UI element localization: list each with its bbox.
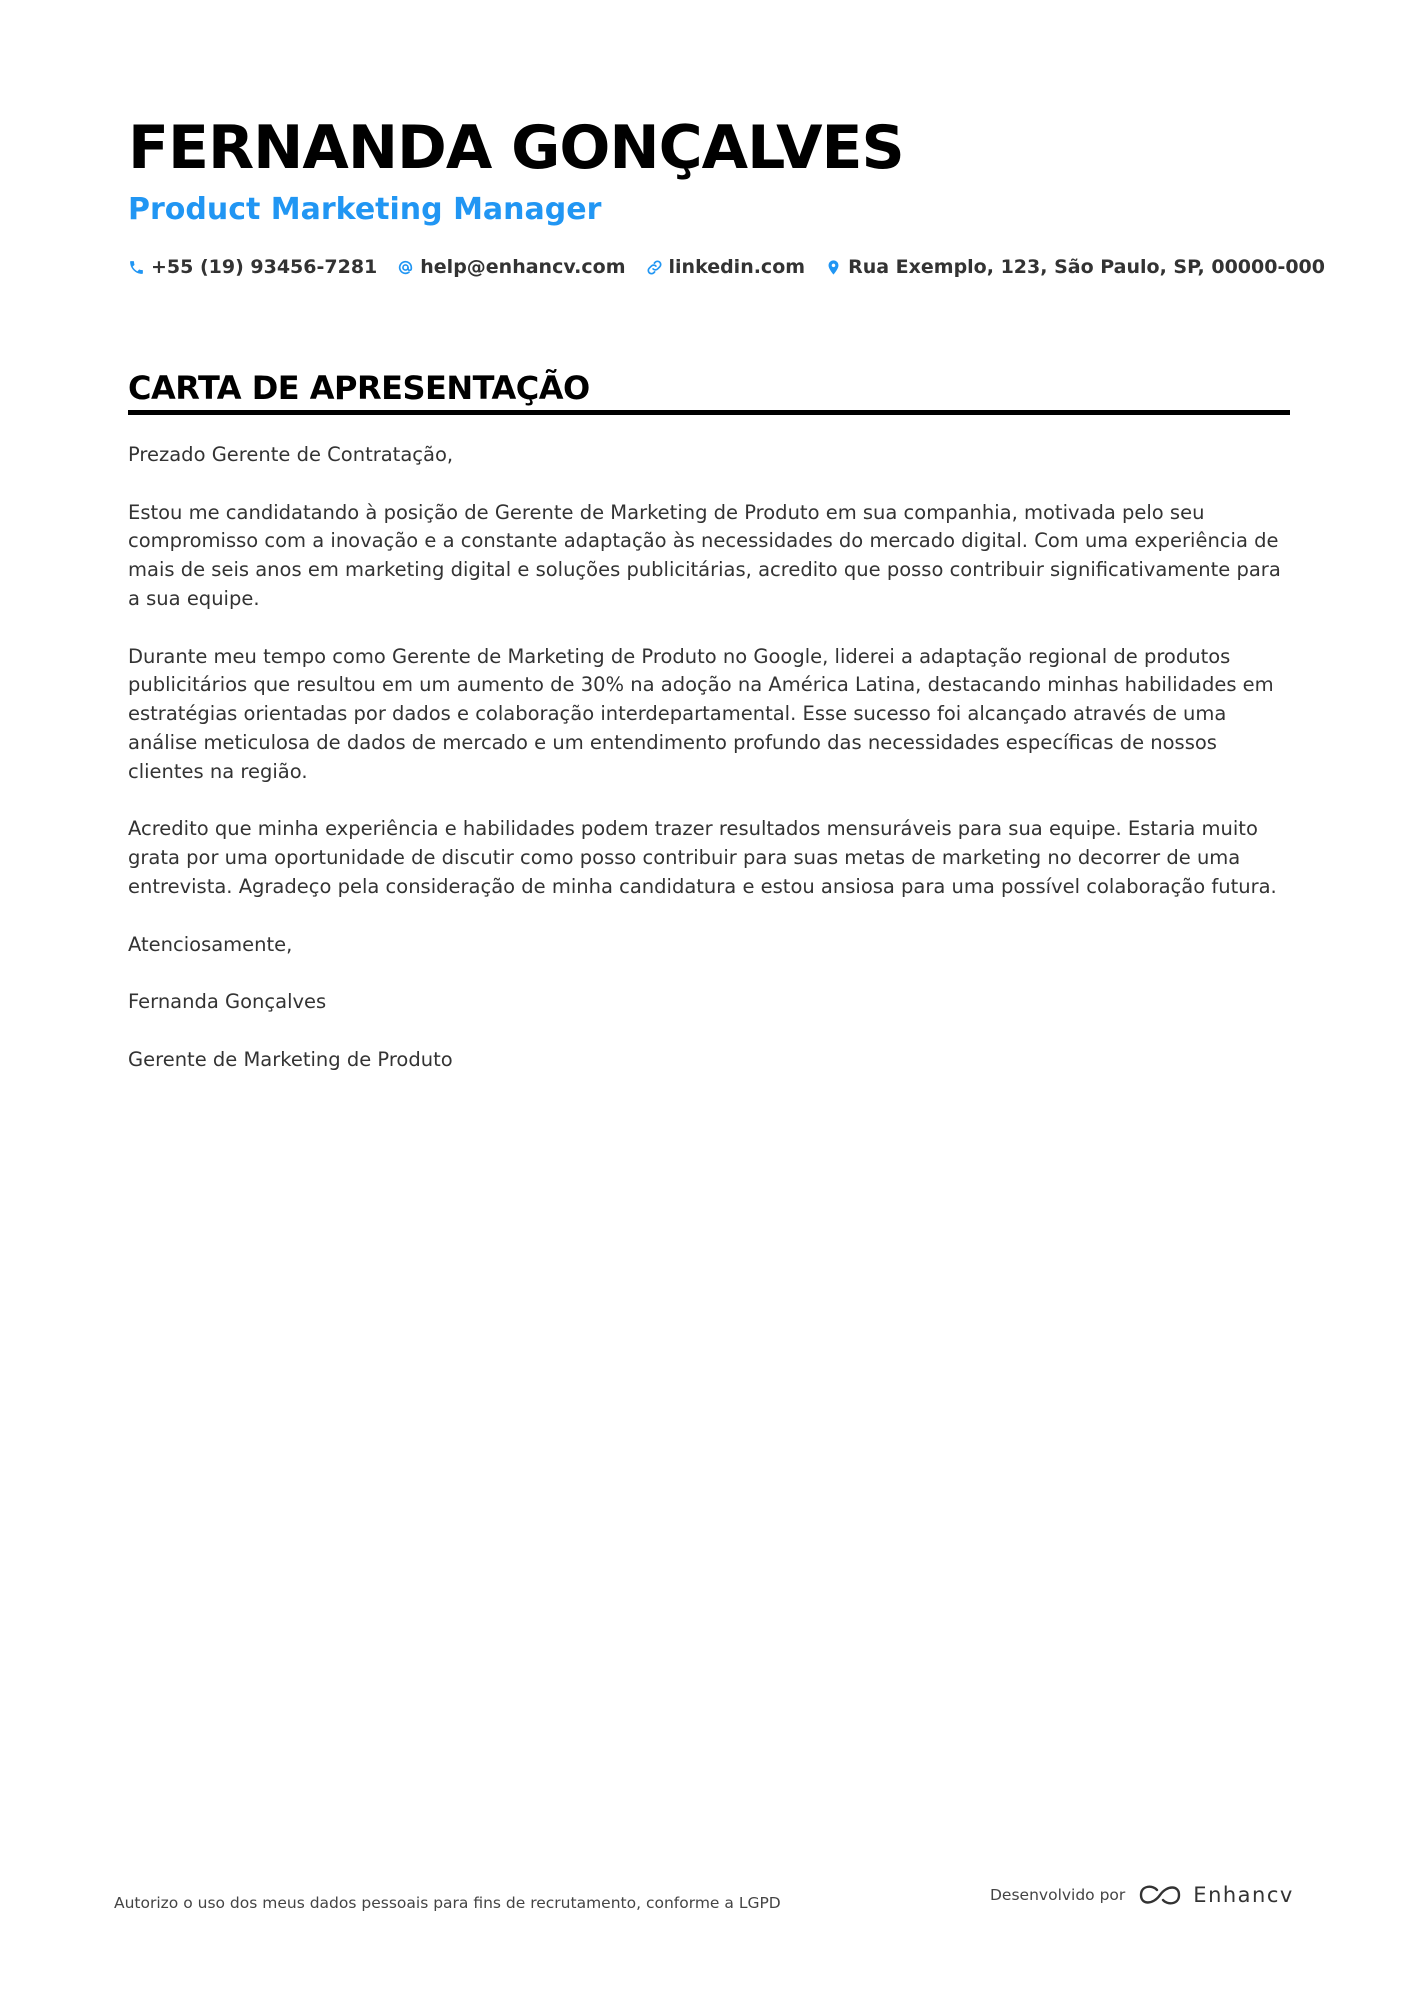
email-text: help@enhancv.com [420,256,626,278]
letter-body [128,441,1290,1103]
location-pin-icon [825,259,842,276]
enhancv-logo-icon [1137,1882,1183,1908]
section-divider [128,410,1290,415]
letter-closing: Atenciosamente, [128,932,293,956]
section-heading: CARTA DE APRESENTAÇÃO [128,369,590,407]
contact-linkedin[interactable] [646,254,806,280]
letter-paragraph-2: Durante meu tempo como Gerente de Marketing de Produto no Google, liderei a adaptação regional de produtos publicitários que resultou em um aumento de 30% na adoção na América Latina, destacando minhas habilidades em estratégias orientadas por dados e colaboração interdepartamental. Esse sucesso foi alcançado através de uma análise meticulosa de dados de mercado e um entendimento profundo das necessidades específicas de nossos clientes na região. [128,644,1274,783]
brand-name: Enhancv [1193,1883,1294,1907]
letter-greeting: Prezado Gerente de Contratação, [128,443,454,466]
contact-address [825,254,1325,280]
phone-text: +55 (19) 93456-7281 [151,256,378,278]
footer-consent: Autorizo o uso dos meus dados pessoais para fins de recrutamento, conforme a LGPD [114,1894,781,1912]
contact-phone [128,254,377,280]
phone-icon [128,259,145,276]
footer-brand[interactable] [990,1882,1294,1908]
linkedin-text: linkedin.com [668,256,806,278]
address-text: Rua Exemplo, 123, São Paulo, SP, 00000-000 [848,256,1326,278]
link-icon [646,259,663,276]
at-icon [397,259,414,276]
contact-email[interactable] [397,254,625,280]
candidate-name: FERNANDA GONÇALVES [128,113,904,183]
signature-title: Gerente de Marketing de Produto [128,1047,453,1071]
job-title: Product Marketing Manager [128,192,602,227]
signature-name: Fernanda Gonçalves [128,990,327,1014]
powered-by-label: Desenvolvido por [990,1886,1126,1904]
letter-paragraph-1: Estou me candidatando à posição de Gerente de Marketing de Produto em sua companhia, motivada pelo seu compromisso com a inovação e a constante adaptação às necessidades do mercado digital. Com uma experiência de mais de seis anos em marketing digital e soluções publicitárias, acredito que posso contribuir significativamente para a sua equipe. [128,500,1281,610]
contact-bar [128,254,1345,280]
letter-paragraph-3: Acredito que minha experiência e habilidades podem trazer resultados mensuráveis para sua equipe. Estaria muito grata por uma oportunidade de discutir como posso contribuir para suas metas de marketing no decorrer de uma entrevista. Agradeço pela consideração de minha candidatura e estou ansiosa para uma possível colaboração futura. [128,817,1277,898]
